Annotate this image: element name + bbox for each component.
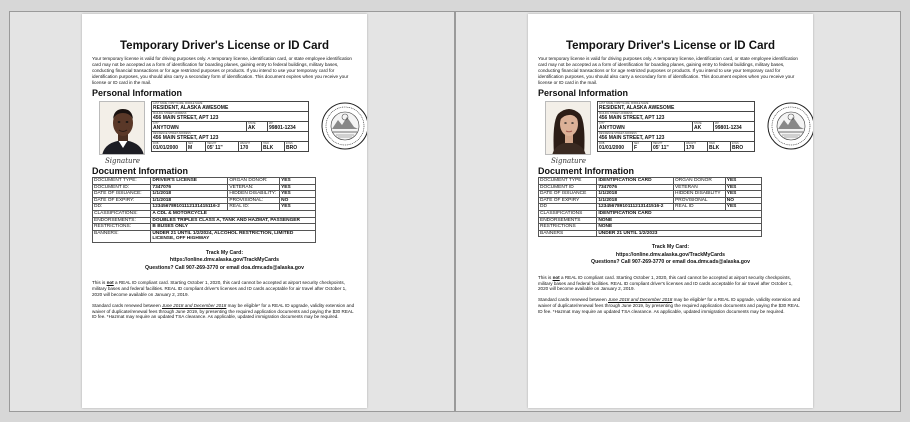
doc-value: 123456789101112131415116-2 (151, 204, 228, 211)
height-field: HEIGHT 05' 11" (205, 141, 239, 152)
personal-fields (152, 101, 310, 151)
intro-text: Your temporary license is valid for driving purposes only. A temporary license, identification card, or state employee identification card may not be accepted as a form of identification for boarding planes, gaining entry to federal buildings, military bases, conducting financial transactions or for age restricted purposes or products. If you intend to use your temporary card for identification purposes, you should also carry a secondary form of identification. This document expires when you receive your license or ID card in the mail. (538, 56, 798, 85)
residence-address-field: RESIDENCE STREET ADDRESS 456 MAIN STREET, APT 123 (597, 131, 755, 142)
doc-value: YES (725, 204, 761, 211)
doc-row (93, 178, 316, 185)
sex-field: SEX F (632, 141, 652, 152)
doc-value: 1/1/2018 (597, 197, 674, 204)
doc-label: CLASSIFICATIONS: (93, 210, 151, 217)
doc-label: DOCUMENT ID (539, 184, 597, 191)
questions-text: Questions? Call 907-269-3770 or email doa.dmv.ads@alaska.gov (591, 259, 750, 266)
hair-field: HAIR BLK (707, 141, 731, 152)
doc-row (93, 184, 316, 191)
personal-heading: Personal Information (92, 88, 183, 98)
state-field: STATE AK (692, 121, 714, 132)
doc-value: YES (280, 178, 316, 185)
weight-field: WEIGHT 170 (238, 141, 262, 152)
doc-value: 12345678910111213141516-2 (597, 204, 674, 211)
document-info-table (538, 177, 762, 237)
doc-label: DOCUMENT ID: (93, 184, 151, 191)
questions-text: Questions? Call 907-269-3770 or email doa.dmv.ads@alaska.gov (145, 264, 304, 271)
doc-value: 1/1/2018 (151, 191, 228, 198)
doc-value: 7347076 (597, 184, 674, 191)
male-photo (99, 101, 145, 155)
doc-value: YES (725, 178, 761, 185)
document-info-table (92, 177, 316, 243)
signature: Signature (551, 157, 587, 165)
doc-value: NO (280, 197, 316, 204)
doc-label: DOCUMENT TYPE (539, 178, 597, 185)
doc-value: 1/1/2018 (151, 197, 228, 204)
right-id-page (528, 14, 813, 408)
hair-field: HAIR BLK (261, 141, 285, 152)
doc-row (93, 191, 316, 198)
doc-value: YES (280, 191, 316, 198)
doc-row (539, 184, 762, 191)
personal-heading: Personal Information (538, 88, 629, 98)
doc-value: DRIVER'S LICENSE (151, 178, 228, 185)
doc-label: PROVISIONAL: (228, 197, 280, 204)
weight-field: WEIGHT 170 (684, 141, 708, 152)
doc-value: UNDER 21 UNTIL 1/2/2024, ALCOHOL RESTRICTION, LIMITED LICENSE, OFF HIGHWAY (151, 230, 316, 242)
doc-label: DD: (93, 204, 151, 211)
doc-label: BANNERS (539, 230, 597, 237)
doc-label: REAL ID (674, 204, 726, 211)
doc-label: ENDORSEMENTS (539, 217, 597, 224)
zip-field: ZIP 99801-1234 (713, 121, 755, 132)
doc-row (93, 210, 316, 217)
track-section (92, 250, 357, 273)
alaska-seal-icon (767, 102, 813, 150)
doc-row (93, 197, 316, 204)
city-field: CITY ANYTOWN (597, 121, 693, 132)
real-id-notice: This is not a REAL ID compliant card. Starting October 1, 2020, this card cannot be accepted at airport security checkpoints, military bases and federal facilities. REAL ID compliant driver's licenses and ID cards acceptable for air travel after October 1, 2020 will become available on January 2, 2019. Standard cards renewed between June 2018 and December 2018 may be eligible* for a REAL ID upgrade, validity extension and waiver of duplicate/renewal fees through June 2019, by presenting the required application documents and paying the $30 REAL ID fee. *Hazmat may require an updated TSA clearance. As applicable, updated immigration documents may be required. (538, 274, 801, 314)
doc-label: RESTRICTIONS (539, 224, 597, 231)
doc-value: YES (725, 191, 761, 198)
doc-value: IDENTIFICATION CARD (597, 178, 674, 185)
doc-row (93, 217, 316, 224)
doc-label: DOCUMENT TYPE: (93, 178, 151, 185)
track-heading: Track My Card: (651, 244, 690, 251)
eyes-field: EYES BRO (284, 141, 309, 152)
name-field: LAST NAME, FIRST NAME, MIDDLE NAME RESIDENT, ALASKA AWESOME (597, 101, 755, 112)
doc-label: CLASSIFICATIONS (539, 210, 597, 217)
doc-label: DATE OF ISSUANCE: (93, 191, 151, 198)
track-heading: Track My Card: (205, 249, 244, 256)
alaska-seal-icon (321, 102, 367, 150)
doc-label: RESTRICTIONS: (93, 224, 151, 231)
eyes-field: EYES BRO (730, 141, 755, 152)
doc-row (539, 224, 762, 231)
doc-value: A CDL & MOTORCYCLE (151, 210, 316, 217)
page-title: Temporary Driver's License or ID Card (566, 40, 775, 52)
document-heading: Document Information (92, 166, 188, 176)
residence-address-field: RESIDENCE STREET ADDRESS 456 MAIN STREET, APT 123 (151, 131, 309, 142)
dob-field: DOB 01/01/2000 (151, 141, 187, 152)
doc-label: DATE OF EXPIRY (539, 197, 597, 204)
doc-row (539, 210, 762, 217)
female-photo (545, 101, 591, 155)
doc-value: NONE (597, 224, 762, 231)
doc-row (539, 191, 762, 198)
doc-row (539, 178, 762, 185)
doc-value: NONE (597, 217, 762, 224)
doc-row (539, 217, 762, 224)
real-id-notice: This is not a REAL ID compliant card. Starting October 1, 2020, this card cannot be accepted at airport security checkpoints, military bases and federal facilities. REAL ID compliant driver's licenses and ID cards acceptable for air travel after October 1, 2020 will become available on January 2, 2019. Standard cards renewed between June 2018 and December 2018 may be eligible* for a REAL ID upgrade, validity extension and waiver of duplicate/renewal fees through June 2019, by presenting the required application documents and paying the $30 REAL ID fee. *Hazmat may require an updated TSA clearance. As applicable, updated immigration documents may be required. (92, 280, 355, 320)
track-section (538, 244, 803, 267)
doc-label: ENDORSEMENTS: (93, 217, 151, 224)
doc-row (539, 197, 762, 204)
doc-value: 1/1/2018 (597, 191, 674, 198)
doc-label: DD (539, 204, 597, 211)
mailing-address-field: MAILING STREET ADDRESS 456 MAIN STREET, APT 123 (151, 111, 309, 122)
doc-label: ORGAN DONOR (674, 178, 726, 185)
signature: Signature (105, 157, 141, 165)
doc-label: PROVISIONAL (674, 197, 726, 204)
doc-row (93, 204, 316, 211)
personal-info-block (92, 99, 357, 165)
zip-field: ZIP 99801-1234 (267, 121, 309, 132)
doc-value: YES (280, 204, 316, 211)
doc-label: BANNERS: (93, 230, 151, 242)
doc-label: ORGAN DONOR: (228, 178, 280, 185)
intro-text: Your temporary license is valid for driving purposes only. A temporary license, identification card, or state employee identification card may not be accepted as a form of identification for boarding planes, gaining entry to federal buildings, military bases, conducting financial transactions or for age restricted purposes or products. If you intend to use your temporary card for identification purposes, you should also carry a secondary form of identification. This document expires when you receive your license or ID card in the mail. (92, 56, 352, 85)
doc-row (539, 204, 762, 211)
document-heading: Document Information (538, 166, 634, 176)
doc-label: HIDDEN DISABILITY (674, 191, 726, 198)
city-field: CITY ANYTOWN (151, 121, 247, 132)
height-field: HEIGHT 05' 11" (651, 141, 685, 152)
doc-row (93, 224, 316, 231)
personal-info-block (538, 99, 803, 165)
sex-field: SEX M (186, 141, 206, 152)
dob-field: DOB 01/01/2000 (597, 141, 633, 152)
doc-label: VETERAN: (228, 184, 280, 191)
doc-row (539, 230, 762, 237)
state-field: STATE AK (246, 121, 268, 132)
doc-label: REAL ID: (228, 204, 280, 211)
page-title: Temporary Driver's License or ID Card (120, 40, 329, 52)
left-document-panel (9, 11, 455, 412)
doc-label: VETERAN (674, 184, 726, 191)
personal-fields (598, 101, 756, 151)
doc-label: DATE OF ISSUANCE (539, 191, 597, 198)
right-document-panel (455, 11, 901, 412)
doc-value: NO (725, 197, 761, 204)
doc-row (93, 230, 316, 242)
doc-value: YES (280, 184, 316, 191)
track-url-link[interactable]: https://online.dmv.alaska.gov/TrackMyCards (169, 257, 280, 264)
doc-label: HIDDEN DISABILITY: (228, 191, 280, 198)
track-url-link[interactable]: https://online.dmv.alaska.gov/TrackMyCards (615, 251, 726, 258)
doc-value: B BUSES ONLY (151, 224, 316, 231)
doc-value: UNDER 21 UNTIL 1/2/2023 (597, 230, 762, 237)
doc-label: DATE OF EXPIRY: (93, 197, 151, 204)
doc-value: 7347076 (151, 184, 228, 191)
left-license-page (82, 14, 367, 408)
name-field: LAST NAME, FIRST NAME, MIDDLE NAME RESIDENT, ALASKA AWESOME (151, 101, 309, 112)
mailing-address-field: MAILING STREET ADDRESS 456 MAIN STREET, APT 123 (597, 111, 755, 122)
doc-value: IDENTIFICATION CARD (597, 210, 762, 217)
doc-value: DOUBLES TRIPLES CLASS A, TANK AND HAZMAT, PASSENGER (151, 217, 316, 224)
doc-value: YES (725, 184, 761, 191)
